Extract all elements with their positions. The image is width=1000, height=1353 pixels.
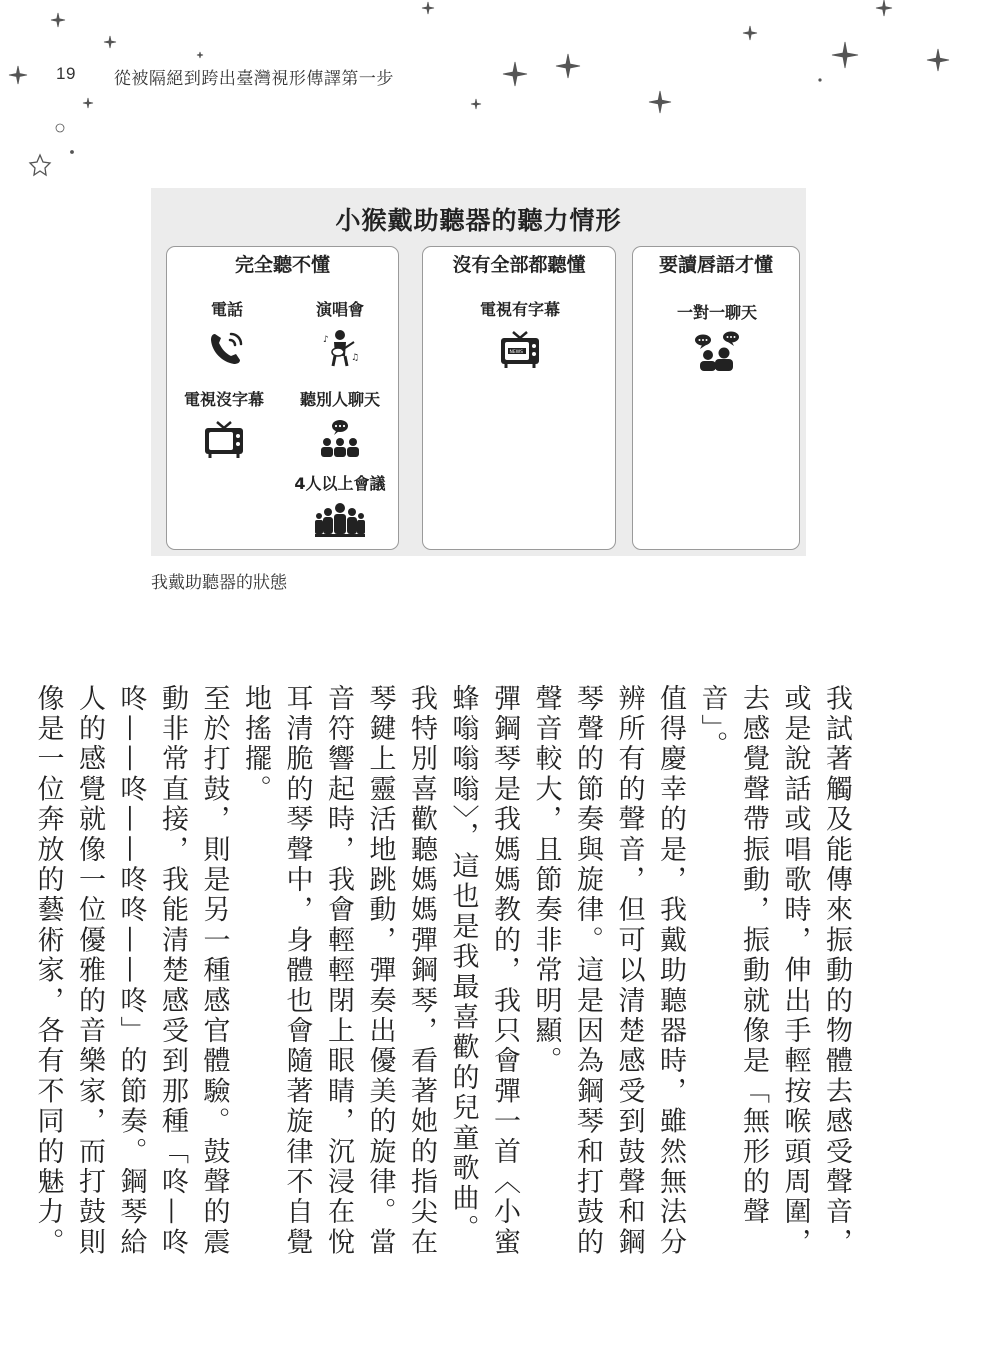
meeting-group-icon	[315, 502, 365, 538]
paragraph: 彈鋼琴是我媽媽教的，我只會彈一首〈小蜜蜂嗡嗡嗡〉，這也是我最喜歡的兒童歌曲。我特別喜歡聽媽媽彈鋼琴，看著她的指尖在琴鍵上靈活地跳動，彈奏出優美的旋律。當音符響起時，我會輕輕閉上眼睛，沉浸在悅耳清脆的琴聲中，身體也會隨著旋律不自覺地搖擺。	[240, 684, 520, 1258]
item-label: 4人以上會議	[294, 474, 386, 493]
sparkle-icon	[104, 36, 116, 48]
sparkle-decoration	[0, 0, 1000, 200]
tv-news-icon	[498, 328, 542, 370]
sparkle-icon	[51, 13, 65, 27]
sparkle-icon	[743, 26, 757, 40]
box-need-lipreading	[632, 246, 800, 550]
svg-text:♫: ♫	[351, 353, 360, 363]
sparkle-icon	[503, 62, 527, 86]
hearing-chart-figure	[151, 188, 806, 556]
singer-guitar-icon	[320, 328, 360, 368]
svg-text:NEWS: NEWS	[509, 350, 524, 355]
item-label: 演唱會	[315, 300, 364, 319]
sparkle-icon	[876, 0, 892, 16]
sparkle-icon	[649, 91, 671, 113]
two-person-chat-icon	[690, 331, 744, 371]
sparkle-icon	[927, 49, 949, 71]
box-cannot-understand	[166, 246, 399, 550]
item-label: 一對一聊天	[676, 303, 757, 322]
star-outline-icon	[30, 155, 50, 175]
svg-text:♪: ♪	[323, 335, 329, 345]
sparkle-icon	[197, 52, 203, 58]
sparkle-icon	[9, 66, 27, 84]
item-phone	[167, 297, 287, 368]
running-title: 從被隔絕到跨出臺灣視形傳譯第一步	[113, 69, 394, 89]
paragraph: 我試著觸及能傳來振動的物體去感受聲音，或是說話或唱歌時，伸出手輕按喉頭周圍，去感覺聲帶振動，振動就像是「無形的聲音」。	[696, 684, 852, 1258]
box-title: 沒有全部都聽懂	[452, 254, 586, 276]
box-title: 完全聽不懂	[234, 254, 330, 276]
item-one-on-one-chat	[657, 300, 777, 371]
paragraph: 值得慶幸的是，我戴助聽器時，雖然無法分辨所有的聲音，但可以清楚感受到鼓聲和鋼琴聲的節奏與旋律。這是因為鋼琴和打鼓的聲音較大，且節奏非常明顯。	[530, 684, 686, 1258]
sparkle-icon	[83, 98, 93, 108]
paragraph: 至於打鼓，則是另一種感官體驗。鼓聲的震動非常直接，我能清楚感受到那種「咚—咚咚——咚——咚咚——咚」的節奏。鋼琴給人的感覺就像一位優雅的音樂家，而打鼓則像是一位奔放的藝術家，各有不同的魅力。	[32, 684, 230, 1258]
phone-icon	[207, 328, 247, 368]
item-label: 聽別人聊天	[299, 390, 380, 409]
figure-caption: 我戴助聽器的狀態	[151, 573, 287, 593]
tv-icon	[202, 418, 246, 460]
group-chat-icon	[318, 418, 362, 460]
sparkle-icon	[471, 99, 481, 109]
box-title: 要讀唇語才懂	[658, 254, 773, 276]
box-partially-understand	[422, 246, 616, 550]
sparkle-icon	[556, 54, 580, 78]
running-header	[56, 64, 394, 89]
item-tv-with-subtitles	[460, 297, 580, 370]
item-others-chatting	[280, 387, 400, 460]
figure-title: 小猴戴助聽器的聽力情形	[335, 206, 622, 235]
item-concert	[280, 297, 400, 368]
item-label: 電話	[210, 300, 243, 319]
item-meeting	[280, 471, 400, 538]
sparkle-icon	[422, 2, 434, 14]
item-label: 電視有字幕	[479, 300, 560, 319]
item-label: 電視沒字幕	[183, 390, 264, 409]
item-tv-no-subtitles	[164, 387, 284, 460]
sparkle-icon	[832, 42, 858, 68]
page-number: 19	[56, 64, 76, 83]
body-text	[32, 630, 857, 1270]
